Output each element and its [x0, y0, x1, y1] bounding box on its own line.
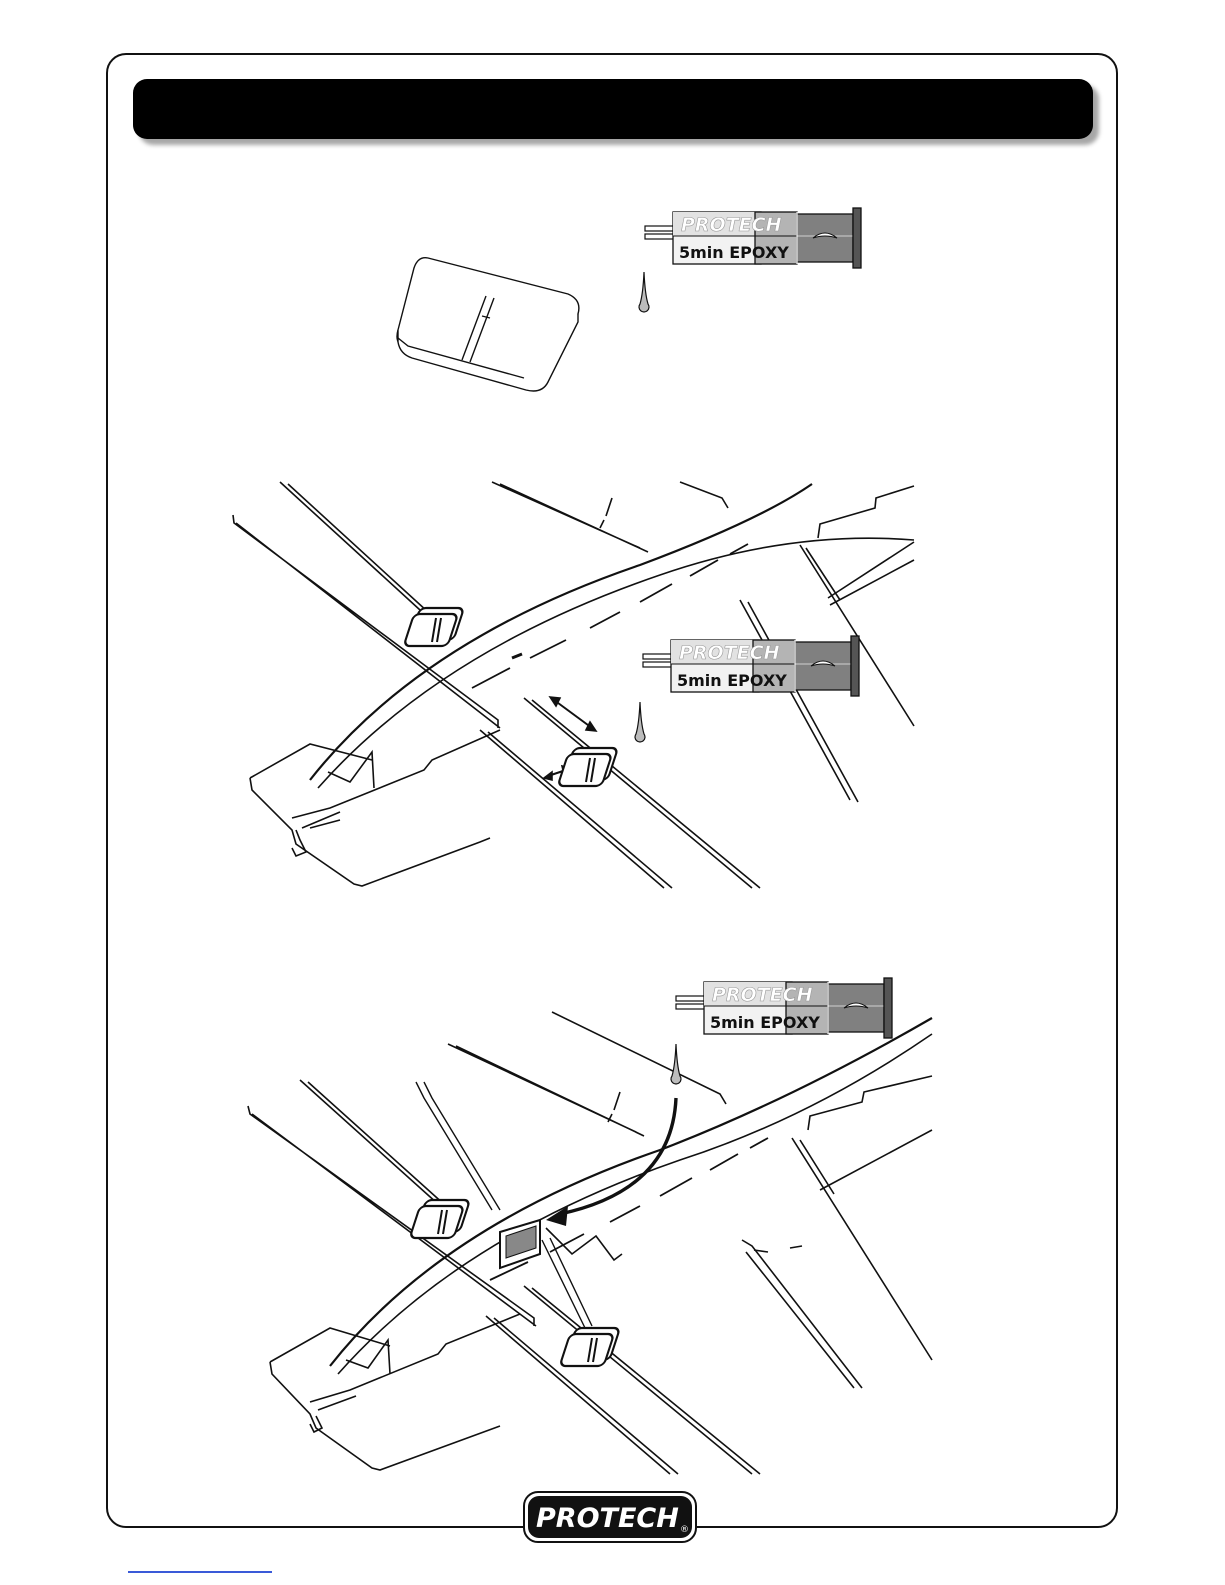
epoxy-syringe-1: [645, 208, 861, 268]
footer-link-underline[interactable]: [128, 1571, 272, 1573]
syringe-label-2: 5min EPOXY: [677, 671, 787, 690]
arrow-head: [546, 1206, 568, 1226]
syringe-label-3: 5min EPOXY: [710, 1013, 820, 1032]
epoxy-syringe-3: [676, 978, 892, 1038]
foam-block: [397, 258, 579, 391]
syringe-brand-1: PROTECH: [681, 214, 782, 236]
epoxy-drop-3: [671, 1044, 681, 1084]
footer-registered: ®: [680, 1525, 689, 1535]
epoxy-drop-2: [635, 702, 645, 742]
syringe-brand-2: PROTECH: [679, 642, 780, 664]
clamp-3a: [410, 1200, 470, 1238]
clamp-3b: [560, 1328, 620, 1366]
epoxy-drop-1: [639, 272, 649, 312]
epoxy-syringe-2: [643, 636, 859, 696]
syringe-brand-3: PROTECH: [712, 984, 813, 1006]
step1-group: [397, 208, 861, 391]
step3-group: [248, 1012, 932, 1474]
clamp-2b: [558, 748, 618, 786]
protech-logo: [522, 1490, 698, 1544]
clamp-2a: [404, 608, 464, 646]
syringe-label-1: 5min EPOXY: [679, 243, 789, 262]
footer-brand: PROTECH: [536, 1503, 679, 1534]
